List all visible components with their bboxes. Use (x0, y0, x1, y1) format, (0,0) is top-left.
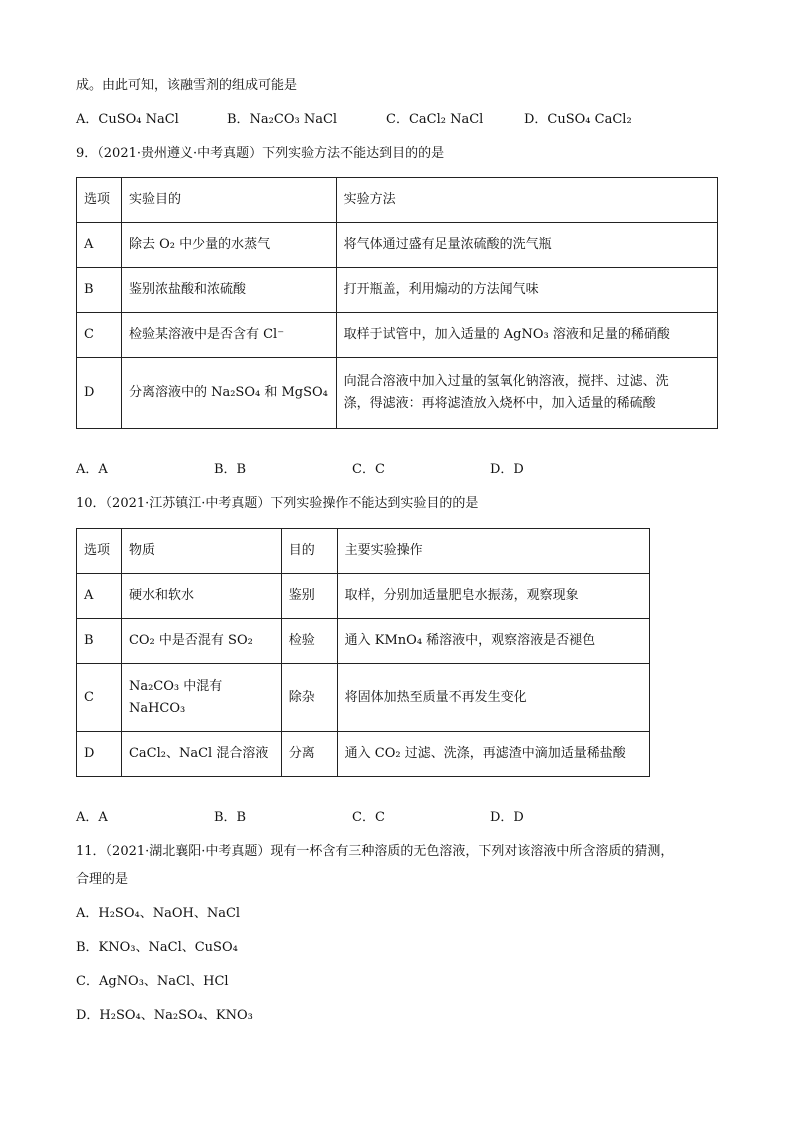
q9-answer-c: C．C (352, 462, 385, 477)
table-row (77, 574, 650, 619)
operation-cell: 取样，分别加适量肥皂水振荡，观察现象 (337, 574, 649, 619)
q11-option-b: B．KNO₃、NaCl、CuSO₄ (76, 940, 238, 955)
operation-cell: 将固体加热至质量不再发生变化 (337, 664, 649, 732)
question-10-stem: 10．（2021·江苏镇江·中考真题）下列实验操作不能达到实验目的的是 (76, 496, 479, 511)
purpose-cell: 检验 (281, 619, 337, 664)
question-9-table (76, 177, 718, 429)
q8-option-a: A．CuSO₄ NaCl (76, 112, 179, 127)
q10-answer-b: B．B (214, 810, 247, 825)
goal-cell: 分离溶液中的 Na₂SO₄ 和 MgSO₄ (121, 358, 336, 429)
option-cell: A (77, 574, 122, 619)
q10-answer-a: A．A (76, 810, 108, 825)
option-cell: B (77, 619, 122, 664)
table-row (77, 268, 718, 313)
q9-answer-d: D．D (490, 462, 524, 477)
q11-option-a: A．H₂SO₄、NaOH、NaCl (76, 906, 241, 921)
q10-answer-d: D．D (490, 810, 524, 825)
question-8-stem-tail: 成。由此可知，该融雪剂的组成可能是 (76, 78, 298, 93)
option-cell: D (77, 732, 122, 777)
option-cell: B (77, 268, 122, 313)
option-cell: C (77, 313, 122, 358)
header-cell: 物质 (121, 529, 281, 574)
header-cell: 目的 (281, 529, 337, 574)
substance-line: NaHCO₃ (128, 700, 186, 716)
table-row (77, 664, 650, 732)
q8-option-d: D．CuSO₄ CaCl₂ (524, 112, 632, 127)
substance-cell: 硬水和软水 (121, 574, 281, 619)
purpose-cell: 鉴别 (281, 574, 337, 619)
purpose-cell: 分离 (281, 732, 337, 777)
table-row (77, 223, 718, 268)
q10-answer-c: C．C (352, 810, 385, 825)
option-cell: A (77, 223, 122, 268)
question-11-stem-line2: 合理的是 (76, 872, 129, 887)
substance-line: Na₂CO₃ 中混有 (128, 678, 223, 694)
table-row (77, 313, 718, 358)
method-cell (336, 358, 717, 429)
operation-cell: 通入 CO₂ 过滤、洗涤，再滤渣中滴加适量稀盐酸 (337, 732, 649, 777)
question-10-table (76, 528, 650, 777)
table-header-row (77, 178, 718, 223)
table-header-row (77, 529, 650, 574)
q9-answer-b: B．B (214, 462, 247, 477)
q8-option-c: C．CaCl₂ NaCl (386, 112, 484, 127)
method-line: 涤，得滤液：再将滤渣放入烧杯中，加入适量的稀硫酸 (343, 396, 656, 411)
header-cell: 实验目的 (121, 178, 336, 223)
q9-answer-a: A．A (76, 462, 108, 477)
substance-cell (121, 664, 281, 732)
q8-option-b: B．Na₂CO₃ NaCl (227, 112, 338, 127)
purpose-cell: 除杂 (281, 664, 337, 732)
method-line: 向混合溶液中加入过量的氢氧化钠溶液，搅拌、过滤、洗 (343, 374, 669, 389)
operation-cell: 通入 KMnO₄ 稀溶液中，观察溶液是否褪色 (337, 619, 649, 664)
method-cell: 取样于试管中，加入适量的 AgNO₃ 溶液和足量的稀硝酸 (336, 313, 717, 358)
option-cell: C (77, 664, 122, 732)
question-11-stem-line1: 11．（2021·湖北襄阳·中考真题）现有一杯含有三种溶质的无色溶液，下列对该溶液中所含溶质的猜测， (76, 844, 674, 859)
header-cell: 主要实验操作 (337, 529, 649, 574)
substance-cell: CaCl₂、NaCl 混合溶液 (121, 732, 281, 777)
goal-cell: 检验某溶液中是否含有 Cl⁻ (121, 313, 336, 358)
question-9-stem: 9．（2021·贵州遵义·中考真题）下列实验方法不能达到目的的是 (76, 146, 445, 161)
header-cell: 实验方法 (336, 178, 717, 223)
q11-option-c: C．AgNO₃、NaCl、HCl (76, 974, 229, 989)
goal-cell: 除去 O₂ 中少量的水蒸气 (121, 223, 336, 268)
table-row (77, 732, 650, 777)
q11-option-d: D．H₂SO₄、Na₂SO₄、KNO₃ (76, 1008, 253, 1023)
goal-cell: 鉴别浓盐酸和浓硫酸 (121, 268, 336, 313)
table-row (77, 358, 718, 429)
option-cell: D (77, 358, 122, 429)
substance-cell: CO₂ 中是否混有 SO₂ (121, 619, 281, 664)
header-cell: 选项 (77, 529, 122, 574)
table-row (77, 619, 650, 664)
method-cell: 打开瓶盖，利用煽动的方法闻气味 (336, 268, 717, 313)
header-cell: 选项 (77, 178, 122, 223)
method-cell: 将气体通过盛有足量浓硫酸的洗气瓶 (336, 223, 717, 268)
